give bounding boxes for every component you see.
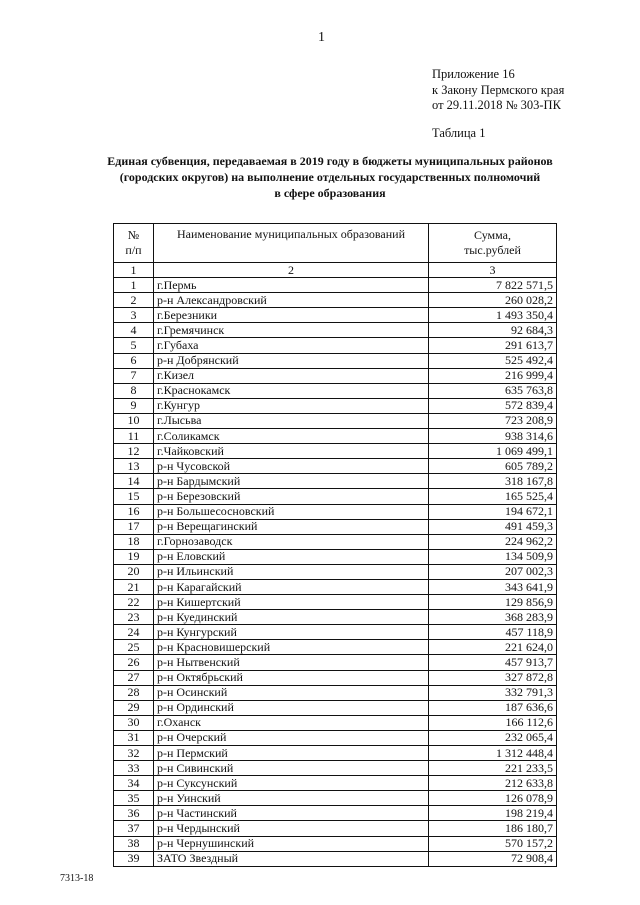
row-number: 37 [114,821,154,836]
table-row [114,821,557,836]
row-amount: 368 283,9 [429,610,557,625]
row-amount: 72 908,4 [429,851,557,866]
row-number: 29 [114,700,154,715]
row-amount: 723 208,9 [429,413,557,428]
column-number: 1 [114,263,154,278]
row-amount: 260 028,2 [429,293,557,308]
row-municipality: г.Соликамск [154,429,429,444]
row-municipality: р-н Уинский [154,791,429,806]
row-number: 22 [114,595,154,610]
header-sum [429,224,557,263]
row-municipality: р-н Частинский [154,806,429,821]
row-municipality: р-н Чердынский [154,821,429,836]
row-number: 12 [114,444,154,459]
row-number: 6 [114,353,154,368]
column-number-row [114,263,557,278]
row-number: 16 [114,504,154,519]
row-number: 23 [114,610,154,625]
row-amount: 232 065,4 [429,730,557,745]
row-number: 39 [114,851,154,866]
row-amount: 938 314,6 [429,429,557,444]
table-row [114,429,557,444]
appendix-block [432,67,564,114]
row-number: 36 [114,806,154,821]
row-municipality: р-н Октябрьский [154,670,429,685]
row-amount: 572 839,4 [429,398,557,413]
row-municipality: р-н Большесосновский [154,504,429,519]
row-amount: 186 180,7 [429,821,557,836]
row-municipality: г.Горнозаводск [154,534,429,549]
row-number: 5 [114,338,154,353]
row-number: 8 [114,383,154,398]
row-amount: 194 672,1 [429,504,557,519]
table-body [114,278,557,867]
row-amount: 1 069 499,1 [429,444,557,459]
row-amount: 126 078,9 [429,791,557,806]
row-amount: 198 219,4 [429,806,557,821]
table-row [114,746,557,761]
title-line-3: в сфере образования [274,186,386,200]
table-row [114,519,557,534]
row-amount: 457 118,9 [429,625,557,640]
table-row [114,761,557,776]
table-row [114,579,557,594]
row-amount: 224 962,2 [429,534,557,549]
row-municipality: р-н Кишертский [154,595,429,610]
table-row [114,534,557,549]
row-municipality: р-н Ординский [154,700,429,715]
table-row [114,851,557,866]
table-row [114,383,557,398]
row-municipality: р-н Добрянский [154,353,429,368]
row-municipality: г.Губаха [154,338,429,353]
header-sum-line-2: тыс.рублей [464,243,521,257]
row-number: 14 [114,474,154,489]
row-municipality: р-н Сивинский [154,761,429,776]
table-row [114,836,557,851]
row-amount: 7 822 571,5 [429,278,557,293]
row-municipality: р-н Осинский [154,685,429,700]
row-number: 9 [114,398,154,413]
row-amount: 291 613,7 [429,338,557,353]
row-number: 11 [114,429,154,444]
row-municipality: р-н Березовский [154,489,429,504]
row-municipality: ЗАТО Звездный [154,851,429,866]
row-municipality: г.Краснокамск [154,383,429,398]
row-municipality: г.Пермь [154,278,429,293]
row-number: 34 [114,776,154,791]
row-number: 27 [114,670,154,685]
row-municipality: р-н Верещагинский [154,519,429,534]
row-municipality: р-н Карагайский [154,579,429,594]
table-row [114,700,557,715]
title-line-2: (городских округов) на выполнение отдельных государственных полномочий [119,170,541,184]
row-municipality: р-н Очерский [154,730,429,745]
row-number: 1 [114,278,154,293]
row-municipality: р-н Красновишерский [154,640,429,655]
row-number: 2 [114,293,154,308]
row-municipality: р-н Чернушинский [154,836,429,851]
row-number: 31 [114,730,154,745]
row-municipality: р-н Александровский [154,293,429,308]
row-amount: 129 856,9 [429,595,557,610]
table-row [114,564,557,579]
column-number: 3 [429,263,557,278]
title-line-1: Единая субвенция, передаваемая в 2019 году в бюджеты муниципальных районов [107,154,553,168]
row-amount: 1 493 350,4 [429,308,557,323]
row-municipality: г.Чайковский [154,444,429,459]
row-municipality: г.Гремячинск [154,323,429,338]
document-code: 7313-18 [60,873,94,884]
table-row [114,338,557,353]
row-municipality: г.Лысьва [154,413,429,428]
table-row [114,308,557,323]
row-amount: 457 913,7 [429,655,557,670]
header-number-line-2: п/п [125,243,142,257]
row-number: 38 [114,836,154,851]
row-municipality: р-н Ильинский [154,564,429,579]
table-row [114,685,557,700]
header-sum-line-1: Сумма, [474,228,511,242]
row-number: 35 [114,791,154,806]
table-row [114,549,557,564]
row-municipality: р-н Пермский [154,746,429,761]
row-amount: 221 233,5 [429,761,557,776]
row-amount: 92 684,3 [429,323,557,338]
table-row [114,504,557,519]
row-number: 13 [114,459,154,474]
appendix-line-1: Приложение 16 [432,67,515,81]
table-row [114,640,557,655]
row-number: 30 [114,715,154,730]
table-row [114,730,557,745]
appendix-line-2: к Закону Пермского края [432,82,565,97]
row-number: 21 [114,579,154,594]
appendix-line-3: от 29.11.2018 № 303-ПК [432,98,561,112]
row-municipality: г.Кизел [154,368,429,383]
page-number: 1 [318,30,325,45]
table-row [114,413,557,428]
table-row [114,595,557,610]
subsidy-table [113,223,557,867]
row-number: 28 [114,685,154,700]
header-name: Наименование муниципальных образований [154,224,429,263]
table-row [114,444,557,459]
row-number: 19 [114,549,154,564]
row-amount: 134 509,9 [429,549,557,564]
table-row [114,670,557,685]
row-amount: 525 492,4 [429,353,557,368]
row-amount: 570 157,2 [429,836,557,851]
table-row [114,278,557,293]
row-number: 26 [114,655,154,670]
row-number: 10 [114,413,154,428]
row-number: 17 [114,519,154,534]
table-row [114,489,557,504]
row-amount: 166 112,6 [429,715,557,730]
header-number-line-1: № [127,228,140,242]
row-number: 33 [114,761,154,776]
row-number: 32 [114,746,154,761]
table-row [114,323,557,338]
row-municipality: г.Кунгур [154,398,429,413]
row-number: 18 [114,534,154,549]
row-amount: 332 791,3 [429,685,557,700]
row-municipality: р-н Нытвенский [154,655,429,670]
table-row [114,655,557,670]
table-row [114,368,557,383]
table-row [114,459,557,474]
row-number: 4 [114,323,154,338]
row-municipality: р-н Бардымский [154,474,429,489]
table-row [114,610,557,625]
row-municipality: г.Оханск [154,715,429,730]
table-label: Таблица 1 [432,126,486,140]
row-amount: 212 633,8 [429,776,557,791]
row-amount: 165 525,4 [429,489,557,504]
row-municipality: г.Березники [154,308,429,323]
table-row [114,715,557,730]
row-amount: 207 002,3 [429,564,557,579]
table-row [114,806,557,821]
row-amount: 491 459,3 [429,519,557,534]
table-row [114,474,557,489]
row-amount: 1 312 448,4 [429,746,557,761]
row-municipality: р-н Суксунский [154,776,429,791]
document-title [100,153,560,201]
row-amount: 187 636,6 [429,700,557,715]
row-municipality: р-н Чусовской [154,459,429,474]
row-amount: 221 624,0 [429,640,557,655]
table-row [114,625,557,640]
row-amount: 216 999,4 [429,368,557,383]
header-number [114,224,154,263]
table-row [114,293,557,308]
row-municipality: р-н Куединский [154,610,429,625]
row-number: 24 [114,625,154,640]
row-number: 20 [114,564,154,579]
row-amount: 635 763,8 [429,383,557,398]
row-number: 7 [114,368,154,383]
table-header-row [114,224,557,263]
row-amount: 343 641,9 [429,579,557,594]
row-number: 3 [114,308,154,323]
row-amount: 327 872,8 [429,670,557,685]
row-number: 15 [114,489,154,504]
row-municipality: р-н Еловский [154,549,429,564]
table-row [114,353,557,368]
row-municipality: р-н Кунгурский [154,625,429,640]
row-number: 25 [114,640,154,655]
row-amount: 318 167,8 [429,474,557,489]
table-row [114,398,557,413]
row-amount: 605 789,2 [429,459,557,474]
table-row [114,791,557,806]
column-number: 2 [154,263,429,278]
table-row [114,776,557,791]
